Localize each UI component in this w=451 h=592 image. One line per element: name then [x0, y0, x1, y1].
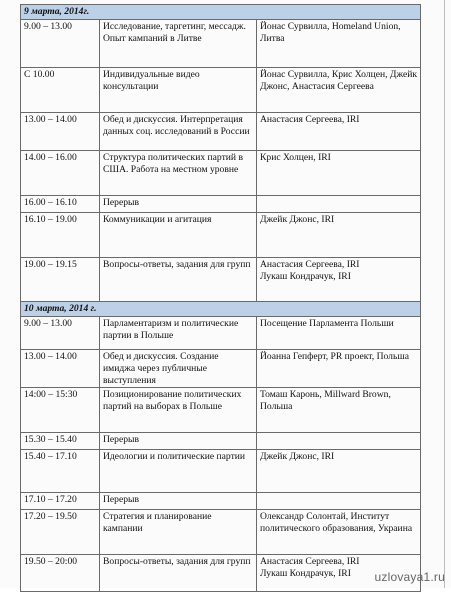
- speaker-cell: Томаш Каронь, Millward Brown, Польша: [257, 388, 421, 433]
- time-cell: 9.00 – 13.00: [21, 20, 100, 68]
- speaker-cell: Анастасия Сергеева, IRI Лукаш Кондрачук, IRI: [257, 555, 421, 592]
- time-cell: 13.00 – 14.00: [21, 350, 100, 388]
- topic-cell: Перерыв: [100, 493, 257, 510]
- day-header: 10 марта, 2014 г.: [21, 302, 421, 317]
- table-row: [21, 196, 421, 213]
- time-cell: 16.10 – 19.00: [21, 213, 100, 258]
- topic-cell: Вопросы-ответы, задания для групп: [100, 258, 257, 302]
- table-row: [21, 20, 421, 68]
- speaker-cell: [257, 433, 421, 450]
- time-cell: 17.10 – 17.20: [21, 493, 100, 510]
- table-row: [21, 433, 421, 450]
- time-cell: 14.00 – 16.00: [21, 151, 100, 196]
- schedule-table: [20, 4, 421, 592]
- day-header: 9 марта, 2014г.: [21, 5, 421, 20]
- topic-cell: Обед и дискуссия. Интерпретация данных соц. исследований в России: [100, 113, 257, 151]
- table-row: [21, 68, 421, 113]
- time-cell: 14:00 – 15:30: [21, 388, 100, 433]
- table-row: [21, 258, 421, 302]
- speaker-cell: Йонас Сурвилла, Homeland Union, Литва: [257, 20, 421, 68]
- topic-cell: Идеологии и политические партии: [100, 450, 257, 493]
- speaker-cell: Йонас Сурвилла, Крис Холцен, Джейк Джонс, Анастасия Сергеева: [257, 68, 421, 113]
- speaker-cell: Анастасия Сергеева, IRI Лукаш Кондрачук, IRI: [257, 258, 421, 302]
- speaker-cell: Олександр Солонтай, Институт политического образования, Украина: [257, 510, 421, 555]
- watermark: uzlovaya1.ru: [374, 570, 445, 584]
- table-row: [21, 213, 421, 258]
- table-row: [21, 113, 421, 151]
- topic-cell: Перерыв: [100, 196, 257, 213]
- table-row: [21, 317, 421, 350]
- topic-cell: Обед и дискуссия. Создание имиджа через публичные выступления: [100, 350, 257, 388]
- day-header-row: [21, 302, 421, 317]
- speaker-cell: [257, 493, 421, 510]
- table-row: [21, 510, 421, 555]
- time-cell: 19.00 – 19.15: [21, 258, 100, 302]
- speaker-cell: [257, 196, 421, 213]
- topic-cell: Структура политических партий в США. Работа на местном уровне: [100, 151, 257, 196]
- topic-cell: Парламентаризм и политические партии в Польше: [100, 317, 257, 350]
- speaker-cell: Джейк Джонс, IRI: [257, 450, 421, 493]
- table-row: [21, 450, 421, 493]
- topic-cell: Стратегия и планирование кампании: [100, 510, 257, 555]
- time-cell: 19.50 – 20:00: [21, 555, 100, 592]
- table-row: [21, 555, 421, 592]
- time-cell: 15.40 – 17.10: [21, 450, 100, 493]
- table-row: [21, 493, 421, 510]
- time-cell: 16.00 – 16.10: [21, 196, 100, 213]
- day-header-row: [21, 5, 421, 20]
- topic-cell: Вопросы-ответы, задания для групп: [100, 555, 257, 592]
- table-row: [21, 388, 421, 433]
- table-row: [21, 350, 421, 388]
- time-cell: 15.30 – 15.40: [21, 433, 100, 450]
- speaker-cell: Джейк Джонс, IRI: [257, 213, 421, 258]
- topic-cell: Перерыв: [100, 433, 257, 450]
- topic-cell: Исследование, таргетинг, мессадж. Опыт кампаний в Литве: [100, 20, 257, 68]
- time-cell: С 10.00: [21, 68, 100, 113]
- speaker-cell: Йоанна Гепферт, PR проект, Польша: [257, 350, 421, 388]
- table-row: [21, 151, 421, 196]
- time-cell: 13.00 – 14.00: [21, 113, 100, 151]
- schedule-body: [21, 5, 421, 592]
- time-cell: 17.20 – 19.50: [21, 510, 100, 555]
- page-edge-divider: [444, 0, 445, 588]
- speaker-cell: Крис Холцен, IRI: [257, 151, 421, 196]
- topic-cell: Коммуникации и агитация: [100, 213, 257, 258]
- speaker-cell: Посещение Парламента Польши: [257, 317, 421, 350]
- topic-cell: Позиционирование политических партий на выборах в Польше: [100, 388, 257, 433]
- time-cell: 9.00 – 13.00: [21, 317, 100, 350]
- speaker-cell: Анастасия Сергеева, IRI: [257, 113, 421, 151]
- topic-cell: Индивидуальные видео консультации: [100, 68, 257, 113]
